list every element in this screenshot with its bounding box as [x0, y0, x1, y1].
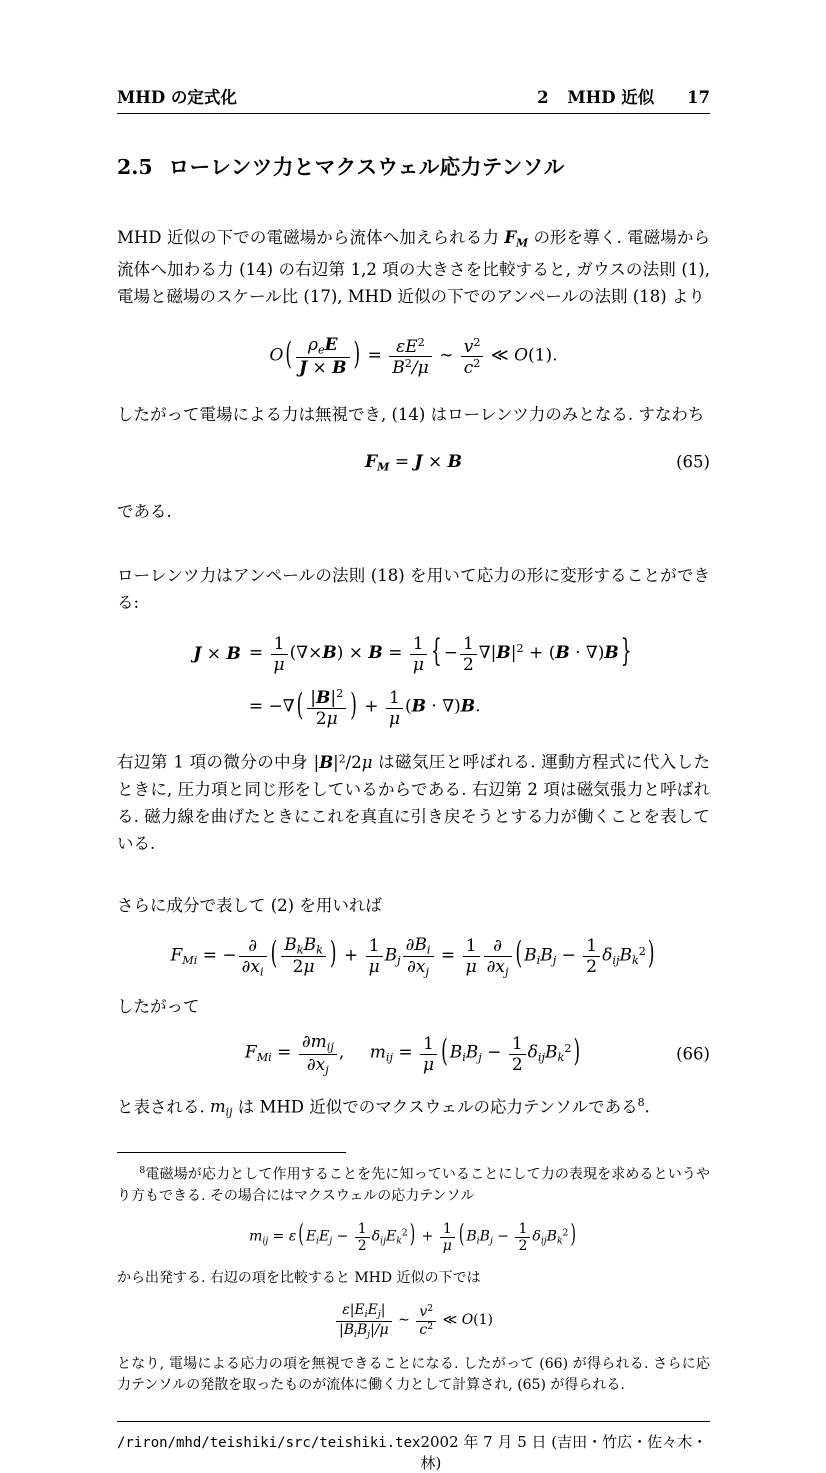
footnote-text-1-body: 電磁場が応力として作用することを先に知っていることにして力の表現を求めるというやり方もできる. その場合にはマクスウェルの応力テンソル: [117, 1166, 710, 1204]
equation-jxb-lhs: J × B: [193, 643, 241, 664]
equation-65-number: (65): [676, 452, 710, 472]
header-section-number: 2: [537, 88, 549, 107]
equation-65-body: $F_M = J \times B$: [364, 452, 463, 474]
header-left-title: MHD の定式化: [117, 88, 237, 107]
footnote-rule: [117, 1152, 346, 1153]
footnote-equation-tensor-body: $m_{ij} = \varepsilon$ ( $E_iE_j$ − $\frac{1}{2}$ $\delta_{ij}E_k^2$ ) + $\frac{1}{\mu}$ ( $B_iB_j$ − $\frac{1}{2}$ $\delta_{ij}B_k^2$ ): [249, 1220, 576, 1255]
paragraph-component-form: さらに成分で表して (2) を用いれば: [117, 895, 382, 915]
footnote-reference-mark: 8: [637, 1095, 645, 1109]
footnote-text-1: [117, 1160, 710, 1208]
paragraph-intro: [117, 224, 710, 310]
paragraph-magnetic-pressure: [117, 745, 710, 857]
paragraph-maxwell-tensor-b: は MHD 近似でのマクスウェルの応力テンソルである: [232, 1097, 638, 1117]
footer-file-path: /riron/mhd/teishiki/src/teishiki.tex: [117, 1434, 421, 1451]
equation-66-number: (66): [676, 1044, 710, 1064]
equation-component-FMi: [117, 935, 710, 980]
footer: [117, 1431, 710, 1473]
equation-order-estimate: [117, 335, 710, 378]
paragraph-lorentz-transform: ローレンツ力はアンペールの法則 (18) を用いて応力の形に変形することができる:: [117, 565, 710, 612]
section-number: 2.5: [117, 155, 153, 179]
equation-66: [117, 1032, 710, 1077]
footer-rule: [117, 1421, 710, 1422]
header-page-number: 17: [687, 88, 710, 107]
paragraph-intro-text-b: の形を導く. 電磁場から流体へ加わる力 (14) の右辺第 1,2 項の大きさを比較すると, ガウスの法則 (1), 電場と磁場のスケール比 (17), MHD 近似の下でのアンペールの法則 (18) より: [117, 228, 710, 307]
footnote-mark: 8: [139, 1164, 146, 1176]
inline-math-FM: $F_M$: [504, 228, 529, 250]
footnote-text-2: から出発する. 右辺の項を比較すると MHD 近似の下では: [117, 1269, 481, 1286]
paragraph-magnetic-pressure-b: は磁気圧と呼ばれる. 運動方程式に代入したときに, 圧力項と同じ形をしているからである. 右辺第 2 項は磁気張力と呼ばれる. 磁力線を曲げたときにこれを真直に引き戻そうとする力が働くことを表している.: [117, 752, 710, 853]
header-rule: [117, 113, 710, 114]
footnote-equation-ratio: [117, 1302, 710, 1341]
paragraph-magnetic-pressure-a: 右辺第 1 項の微分の中身: [117, 752, 314, 772]
inline-math-mij: $m_{ij}$: [210, 1097, 233, 1119]
equation-jxb-row1: = $\frac{1}{\mu}$ (∇×B) × B = $\frac{1}{\mu}$ { − $\frac{1}{2}$ $\nabla|B|^2 + (B \cdot \nabla)B$ }: [248, 633, 632, 675]
equation-jxb-expansion: [117, 634, 710, 729]
paragraph-intro-text-a: MHD 近似の下での電磁場から流体へ加えられる力: [117, 228, 505, 247]
section-title: ローレンツ力とマクスウェル応力テンソル: [168, 155, 565, 179]
header-right: [537, 84, 710, 108]
footnote-equation-tensor: [117, 1221, 710, 1255]
inline-math-B2-over-2mu: $|B|^2/2\mu$: [313, 751, 373, 772]
footer-date-authors: 2002 年 7 月 5 日 (吉田・竹広・佐々木・林): [420, 1432, 708, 1472]
footnote-text-3: となり, 電場による応力の項を無視できることになる. したがって (66) が得られる. さらに応力テンソルの発散を取ったものが流体に働く力として計算され, (65) が得られる.: [117, 1355, 710, 1394]
paragraph-maxwell-tensor: [117, 1089, 710, 1126]
section-heading: [117, 150, 710, 180]
paragraph-maxwell-tensor-c: .: [644, 1097, 650, 1117]
equation-order-estimate-body: O ( $\frac{\rho_eE}{J \times B}$ ) = $\frac{\varepsilon E^2}{B^2/\mu}$ ∼ $\frac{v^2}{c^2}$ ≪ O(1).: [269, 335, 558, 379]
paragraph-dearu: である.: [117, 501, 172, 521]
equation-65: [117, 452, 710, 474]
paragraph-shitagatte: したがって: [117, 997, 200, 1017]
paragraph-maxwell-tensor-a: と表される.: [117, 1097, 210, 1117]
equation-component-FMi-body: $F_{Mi}$ = − $\frac{\partial}{\partial x_i}$ ( $\frac{B_kB_k}{2\mu}$ ) + $\frac{1}{\mu}$ $B_j$ $\frac{\partial B_i}{\partial x_j}$ = $\frac{1}{\mu}$ $\frac{\partial}{\partial x_j}$ ( $B_iB_j$ − $\frac{1}{2}$ $\delta_{ij}B_k^2$ ): [170, 934, 655, 979]
header-section-name: MHD 近似: [567, 88, 655, 107]
footnote-equation-ratio-body: $\frac{\varepsilon|E_iE_j|}{|B_iB_j|/\mu}$ ∼ $\frac{v^2}{c^2}$ ≪ O(1): [334, 1302, 493, 1341]
equation-66-body: $F_{Mi}$ = $\frac{\partial m_{ij}}{\partial x_j}$ , $m_{ij}$ = $\frac{1}{\mu}$ ( $B_iB_j$ − $\frac{1}{2}$ $\delta_{ij}B_k^2$ ): [244, 1032, 581, 1077]
running-header: [117, 84, 710, 108]
equation-jxb-row2: = −∇ ( $\frac{|B|^2}{2\mu}$ ) + $\frac{1}{\mu}$ (B · ∇)B.: [248, 687, 481, 729]
paragraph-neglect-efield: したがって電場による力は無視でき, (14) はローレンツ力のみとなる. すなわち: [117, 405, 705, 425]
